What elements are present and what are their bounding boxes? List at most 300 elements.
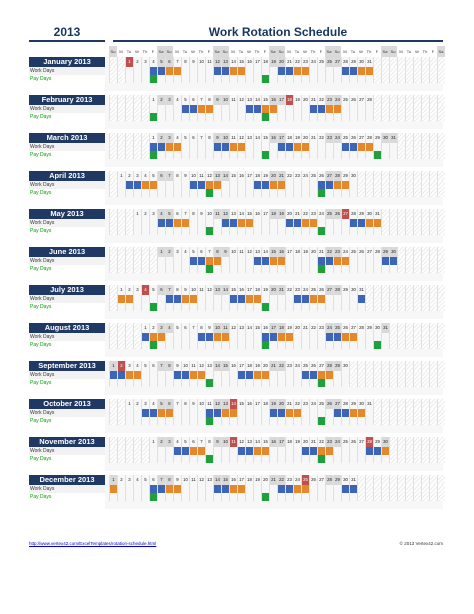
date-cell[interactable]: 24 [309, 399, 317, 409]
date-cell[interactable]: 18 [261, 57, 269, 67]
date-cell[interactable]: 2 [117, 475, 125, 485]
date-cell[interactable]: 7 [197, 437, 205, 447]
date-cell[interactable]: 31 [373, 209, 381, 219]
date-cell[interactable]: 10 [221, 437, 229, 447]
pay-day-cell[interactable] [197, 113, 205, 121]
pay-day-cell[interactable] [349, 151, 357, 159]
work-day-cell[interactable] [133, 219, 141, 227]
work-day-cell[interactable] [157, 257, 165, 265]
work-day-cell[interactable] [173, 333, 181, 341]
work-day-cell[interactable] [197, 333, 205, 341]
date-cell[interactable]: 23 [325, 437, 333, 447]
pay-day-cell[interactable] [381, 455, 389, 463]
work-day-cell[interactable] [341, 409, 349, 417]
date-cell[interactable]: 1 [109, 361, 117, 371]
work-day-cell[interactable] [309, 67, 317, 75]
work-day-cell[interactable] [293, 219, 301, 227]
pay-day-cell[interactable] [245, 75, 253, 83]
date-cell[interactable]: 15 [261, 95, 269, 105]
work-day-cell[interactable] [189, 333, 197, 341]
work-day-cell[interactable] [285, 333, 293, 341]
pay-day-cell[interactable] [221, 151, 229, 159]
work-day-cell[interactable] [237, 257, 245, 265]
pay-day-cell[interactable] [197, 227, 205, 235]
pay-day-cell[interactable] [181, 417, 189, 425]
date-cell[interactable]: 6 [189, 95, 197, 105]
pay-day-cell[interactable] [125, 303, 133, 311]
work-day-cell[interactable] [245, 333, 253, 341]
pay-day-cell[interactable] [365, 341, 373, 349]
date-cell[interactable]: 31 [349, 475, 357, 485]
pay-day-cell[interactable] [165, 417, 173, 425]
pay-day-cell[interactable] [253, 455, 261, 463]
pay-day-cell[interactable] [301, 417, 309, 425]
pay-day-cell[interactable] [237, 341, 245, 349]
work-day-cell[interactable] [221, 333, 229, 341]
work-day-cell[interactable] [285, 257, 293, 265]
pay-day-cell[interactable] [253, 379, 261, 387]
date-cell[interactable]: 29 [333, 361, 341, 371]
pay-day-cell[interactable] [181, 75, 189, 83]
work-day-cell[interactable] [373, 333, 381, 341]
pay-day-cell[interactable] [333, 265, 341, 273]
pay-day-cell[interactable] [221, 379, 229, 387]
pay-day-cell[interactable] [309, 417, 317, 425]
date-cell[interactable]: 24 [333, 133, 341, 143]
date-cell[interactable]: 18 [285, 437, 293, 447]
work-day-cell[interactable] [213, 485, 221, 493]
work-day-cell[interactable] [365, 257, 373, 265]
pay-day-cell[interactable] [229, 151, 237, 159]
pay-day-cell[interactable] [141, 341, 149, 349]
pay-day-cell[interactable] [325, 151, 333, 159]
date-cell[interactable]: 9 [181, 171, 189, 181]
pay-day-cell[interactable] [245, 113, 253, 121]
date-cell[interactable]: 8 [189, 209, 197, 219]
work-day-cell[interactable] [237, 219, 245, 227]
work-day-cell[interactable] [253, 257, 261, 265]
pay-day-cell[interactable] [261, 151, 269, 159]
pay-day-cell[interactable] [173, 189, 181, 197]
work-day-cell[interactable] [373, 143, 381, 151]
work-day-cell[interactable] [109, 371, 117, 379]
date-cell[interactable]: 31 [365, 57, 373, 67]
pay-day-cell[interactable] [221, 303, 229, 311]
work-day-cell[interactable] [285, 485, 293, 493]
date-cell[interactable]: 15 [229, 285, 237, 295]
date-cell[interactable]: 3 [165, 437, 173, 447]
date-cell[interactable]: 18 [245, 475, 253, 485]
date-cell[interactable]: 6 [149, 475, 157, 485]
date-cell[interactable]: 7 [165, 171, 173, 181]
work-day-cell[interactable] [325, 447, 333, 455]
pay-day-cell[interactable] [109, 493, 117, 501]
date-cell[interactable]: 1 [149, 437, 157, 447]
work-day-cell[interactable] [357, 409, 365, 417]
date-cell[interactable]: 14 [253, 95, 261, 105]
date-cell[interactable]: 4 [157, 209, 165, 219]
work-day-cell[interactable] [317, 409, 325, 417]
work-day-cell[interactable] [293, 257, 301, 265]
date-cell[interactable]: 12 [197, 475, 205, 485]
work-day-cell[interactable] [301, 295, 309, 303]
date-cell[interactable]: 9 [213, 95, 221, 105]
work-day-cell[interactable] [141, 295, 149, 303]
work-day-cell[interactable] [341, 67, 349, 75]
date-cell[interactable]: 23 [317, 323, 325, 333]
date-cell[interactable]: 22 [277, 361, 285, 371]
pay-day-cell[interactable] [277, 341, 285, 349]
pay-day-cell[interactable] [365, 75, 373, 83]
work-day-cell[interactable] [197, 485, 205, 493]
pay-day-cell[interactable] [373, 341, 381, 349]
work-day-cell[interactable] [165, 143, 173, 151]
pay-day-cell[interactable] [205, 227, 213, 235]
work-day-cell[interactable] [301, 371, 309, 379]
date-cell[interactable]: 30 [365, 209, 373, 219]
date-cell[interactable]: 23 [293, 171, 301, 181]
pay-day-cell[interactable] [269, 113, 277, 121]
date-cell[interactable]: 5 [189, 247, 197, 257]
work-day-cell[interactable] [285, 181, 293, 189]
date-cell[interactable]: 27 [333, 399, 341, 409]
work-day-cell[interactable] [213, 447, 221, 455]
work-day-cell[interactable] [205, 181, 213, 189]
work-day-cell[interactable] [357, 295, 365, 303]
work-day-cell[interactable] [181, 447, 189, 455]
pay-day-cell[interactable] [165, 265, 173, 273]
date-cell[interactable]: 3 [133, 171, 141, 181]
work-day-cell[interactable] [365, 409, 373, 417]
date-cell[interactable]: 18 [293, 247, 301, 257]
work-day-cell[interactable] [245, 257, 253, 265]
date-cell[interactable]: 9 [197, 209, 205, 219]
pay-day-cell[interactable] [317, 113, 325, 121]
pay-day-cell[interactable] [261, 303, 269, 311]
work-day-cell[interactable] [237, 447, 245, 455]
work-day-cell[interactable] [317, 295, 325, 303]
work-day-cell[interactable] [261, 67, 269, 75]
work-day-cell[interactable] [117, 371, 125, 379]
date-cell[interactable]: 28 [357, 323, 365, 333]
date-cell[interactable]: 2 [165, 247, 173, 257]
work-day-cell[interactable] [157, 143, 165, 151]
date-cell[interactable]: 28 [341, 57, 349, 67]
pay-day-cell[interactable] [357, 265, 365, 273]
work-day-cell[interactable] [301, 333, 309, 341]
date-cell[interactable]: 29 [373, 437, 381, 447]
date-cell[interactable]: 12 [205, 285, 213, 295]
work-day-cell[interactable] [213, 371, 221, 379]
work-day-cell[interactable] [229, 257, 237, 265]
pay-day-cell[interactable] [341, 189, 349, 197]
work-day-cell[interactable] [141, 409, 149, 417]
date-cell[interactable]: 27 [341, 209, 349, 219]
pay-day-cell[interactable] [165, 455, 173, 463]
pay-day-cell[interactable] [173, 379, 181, 387]
date-cell[interactable]: 11 [229, 95, 237, 105]
date-cell[interactable]: 27 [325, 171, 333, 181]
work-day-cell[interactable] [253, 143, 261, 151]
pay-day-cell[interactable] [277, 493, 285, 501]
pay-day-cell[interactable] [165, 379, 173, 387]
pay-day-cell[interactable] [309, 455, 317, 463]
pay-day-cell[interactable] [237, 379, 245, 387]
work-day-cell[interactable] [229, 371, 237, 379]
work-day-cell[interactable] [317, 371, 325, 379]
work-day-cell[interactable] [213, 67, 221, 75]
pay-day-cell[interactable] [357, 113, 365, 121]
pay-day-cell[interactable] [125, 417, 133, 425]
date-cell[interactable]: 13 [213, 285, 221, 295]
date-cell[interactable]: 19 [293, 133, 301, 143]
pay-day-cell[interactable] [237, 417, 245, 425]
work-day-cell[interactable] [277, 143, 285, 151]
work-day-cell[interactable] [229, 105, 237, 113]
date-cell[interactable]: 17 [277, 437, 285, 447]
pay-day-cell[interactable] [293, 455, 301, 463]
pay-day-cell[interactable] [205, 75, 213, 83]
pay-day-cell[interactable] [317, 493, 325, 501]
date-cell[interactable]: 9 [221, 247, 229, 257]
pay-day-cell[interactable] [341, 455, 349, 463]
pay-day-cell[interactable] [253, 113, 261, 121]
pay-day-cell[interactable] [365, 417, 373, 425]
date-cell[interactable]: 23 [309, 209, 317, 219]
date-cell[interactable]: 19 [285, 323, 293, 333]
date-cell[interactable]: 28 [325, 361, 333, 371]
pay-day-cell[interactable] [293, 379, 301, 387]
work-day-cell[interactable] [261, 219, 269, 227]
pay-day-cell[interactable] [189, 113, 197, 121]
work-day-cell[interactable] [333, 485, 341, 493]
work-day-cell[interactable] [245, 409, 253, 417]
work-day-cell[interactable] [197, 143, 205, 151]
pay-day-cell[interactable] [301, 303, 309, 311]
pay-day-cell[interactable] [253, 75, 261, 83]
date-cell[interactable]: 7 [165, 285, 173, 295]
date-cell[interactable]: 9 [189, 57, 197, 67]
work-day-cell[interactable] [205, 105, 213, 113]
work-day-cell[interactable] [213, 181, 221, 189]
pay-day-cell[interactable] [269, 75, 277, 83]
work-day-cell[interactable] [261, 181, 269, 189]
work-day-cell[interactable] [229, 409, 237, 417]
pay-day-cell[interactable] [309, 113, 317, 121]
work-day-cell[interactable] [333, 447, 341, 455]
date-cell[interactable]: 14 [253, 133, 261, 143]
pay-day-cell[interactable] [293, 227, 301, 235]
date-cell[interactable]: 18 [253, 171, 261, 181]
work-day-cell[interactable] [349, 105, 357, 113]
pay-day-cell[interactable] [229, 379, 237, 387]
date-cell[interactable]: 24 [317, 209, 325, 219]
work-day-cell[interactable] [253, 409, 261, 417]
pay-day-cell[interactable] [301, 189, 309, 197]
work-day-cell[interactable] [173, 143, 181, 151]
work-day-cell[interactable] [253, 105, 261, 113]
date-cell[interactable]: 6 [173, 209, 181, 219]
work-day-cell[interactable] [277, 333, 285, 341]
date-cell[interactable]: 20 [269, 171, 277, 181]
date-cell[interactable]: 24 [293, 361, 301, 371]
pay-day-cell[interactable] [197, 75, 205, 83]
date-cell[interactable]: 13 [253, 247, 261, 257]
date-cell[interactable]: 30 [349, 171, 357, 181]
work-day-cell[interactable] [133, 67, 141, 75]
date-cell[interactable]: 4 [133, 361, 141, 371]
pay-day-cell[interactable] [213, 455, 221, 463]
date-cell[interactable]: 12 [245, 247, 253, 257]
date-cell[interactable]: 16 [269, 95, 277, 105]
work-day-cell[interactable] [301, 447, 309, 455]
date-cell[interactable]: 17 [253, 57, 261, 67]
date-cell[interactable]: 29 [373, 133, 381, 143]
date-cell[interactable]: 23 [285, 361, 293, 371]
work-day-cell[interactable] [277, 409, 285, 417]
work-day-cell[interactable] [381, 257, 389, 265]
date-cell[interactable]: 23 [285, 475, 293, 485]
work-day-cell[interactable] [229, 181, 237, 189]
work-day-cell[interactable] [173, 257, 181, 265]
pay-day-cell[interactable] [197, 417, 205, 425]
work-day-cell[interactable] [237, 181, 245, 189]
date-cell[interactable]: 11 [221, 323, 229, 333]
pay-day-cell[interactable] [173, 417, 181, 425]
work-day-cell[interactable] [237, 333, 245, 341]
work-day-cell[interactable] [261, 105, 269, 113]
date-cell[interactable]: 22 [325, 247, 333, 257]
date-cell[interactable]: 21 [277, 171, 285, 181]
date-cell[interactable]: 11 [229, 133, 237, 143]
work-day-cell[interactable] [141, 67, 149, 75]
date-cell[interactable]: 10 [205, 209, 213, 219]
date-cell[interactable]: 18 [245, 361, 253, 371]
work-day-cell[interactable] [205, 333, 213, 341]
work-day-cell[interactable] [221, 143, 229, 151]
date-cell[interactable]: 5 [165, 209, 173, 219]
pay-day-cell[interactable] [285, 493, 293, 501]
pay-day-cell[interactable] [229, 341, 237, 349]
pay-day-cell[interactable] [269, 189, 277, 197]
pay-day-cell[interactable] [269, 455, 277, 463]
date-cell[interactable]: 24 [301, 285, 309, 295]
work-day-cell[interactable] [205, 295, 213, 303]
pay-day-cell[interactable] [365, 113, 373, 121]
date-cell[interactable]: 6 [157, 285, 165, 295]
work-day-cell[interactable] [189, 409, 197, 417]
work-day-cell[interactable] [125, 371, 133, 379]
pay-day-cell[interactable] [125, 493, 133, 501]
work-day-cell[interactable] [309, 181, 317, 189]
work-day-cell[interactable] [221, 371, 229, 379]
work-day-cell[interactable] [125, 67, 133, 75]
pay-day-cell[interactable] [173, 151, 181, 159]
work-day-cell[interactable] [341, 371, 349, 379]
pay-day-cell[interactable] [213, 341, 221, 349]
pay-day-cell[interactable] [317, 265, 325, 273]
pay-day-cell[interactable] [285, 265, 293, 273]
work-day-cell[interactable] [181, 409, 189, 417]
work-day-cell[interactable] [341, 257, 349, 265]
work-day-cell[interactable] [245, 181, 253, 189]
date-cell[interactable]: 31 [357, 285, 365, 295]
work-day-cell[interactable] [349, 67, 357, 75]
date-cell[interactable]: 3 [133, 285, 141, 295]
date-cell[interactable]: 15 [269, 247, 277, 257]
date-cell[interactable]: 17 [261, 209, 269, 219]
work-day-cell[interactable] [277, 295, 285, 303]
pay-day-cell[interactable] [325, 455, 333, 463]
pay-day-cell[interactable] [277, 151, 285, 159]
work-day-cell[interactable] [277, 181, 285, 189]
date-cell[interactable]: 11 [197, 171, 205, 181]
date-cell[interactable]: 2 [133, 57, 141, 67]
work-day-cell[interactable] [381, 333, 389, 341]
pay-day-cell[interactable] [253, 303, 261, 311]
pay-day-cell[interactable] [141, 417, 149, 425]
date-cell[interactable]: 1 [125, 57, 133, 67]
work-day-cell[interactable] [189, 257, 197, 265]
date-cell[interactable]: 4 [141, 285, 149, 295]
work-day-cell[interactable] [149, 333, 157, 341]
work-day-cell[interactable] [165, 105, 173, 113]
work-day-cell[interactable] [277, 371, 285, 379]
date-cell[interactable]: 11 [237, 247, 245, 257]
date-cell[interactable]: 12 [237, 95, 245, 105]
pay-day-cell[interactable] [365, 455, 373, 463]
date-cell[interactable]: 28 [373, 247, 381, 257]
date-cell[interactable]: 19 [301, 247, 309, 257]
pay-day-cell[interactable] [253, 417, 261, 425]
work-day-cell[interactable] [333, 295, 341, 303]
work-day-cell[interactable] [325, 409, 333, 417]
work-day-cell[interactable] [349, 219, 357, 227]
date-cell[interactable]: 11 [205, 57, 213, 67]
pay-day-cell[interactable] [373, 265, 381, 273]
date-cell[interactable]: 30 [381, 133, 389, 143]
pay-day-cell[interactable] [205, 151, 213, 159]
date-cell[interactable]: 14 [245, 323, 253, 333]
date-cell[interactable]: 12 [205, 171, 213, 181]
pay-day-cell[interactable] [197, 189, 205, 197]
date-cell[interactable]: 4 [173, 437, 181, 447]
date-cell[interactable]: 26 [349, 133, 357, 143]
work-day-cell[interactable] [333, 67, 341, 75]
work-day-cell[interactable] [157, 105, 165, 113]
pay-day-cell[interactable] [149, 303, 157, 311]
pay-day-cell[interactable] [229, 227, 237, 235]
date-cell[interactable]: 21 [309, 95, 317, 105]
pay-day-cell[interactable] [261, 113, 269, 121]
work-day-cell[interactable] [261, 447, 269, 455]
work-day-cell[interactable] [189, 219, 197, 227]
work-day-cell[interactable] [349, 143, 357, 151]
date-cell[interactable]: 22 [285, 171, 293, 181]
work-day-cell[interactable] [357, 447, 365, 455]
pay-day-cell[interactable] [293, 189, 301, 197]
work-day-cell[interactable] [349, 181, 357, 189]
pay-day-cell[interactable] [357, 455, 365, 463]
work-day-cell[interactable] [333, 105, 341, 113]
date-cell[interactable]: 24 [333, 437, 341, 447]
date-cell[interactable]: 24 [325, 323, 333, 333]
work-day-cell[interactable] [309, 219, 317, 227]
work-day-cell[interactable] [325, 143, 333, 151]
date-cell[interactable]: 18 [285, 133, 293, 143]
pay-day-cell[interactable] [277, 189, 285, 197]
work-day-cell[interactable] [125, 295, 133, 303]
